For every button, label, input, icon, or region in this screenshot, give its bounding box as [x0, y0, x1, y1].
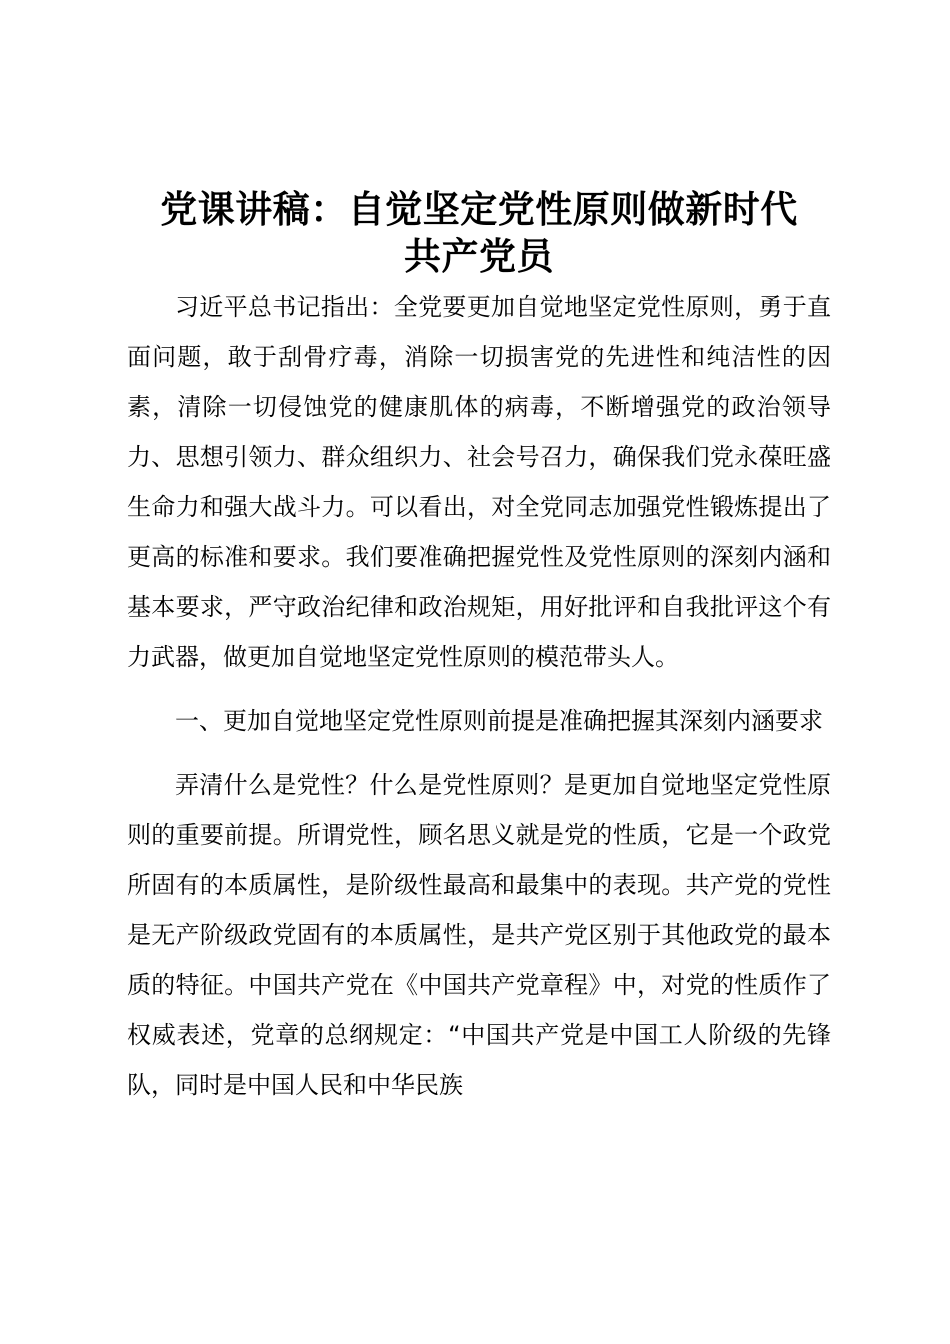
document-title [127, 186, 831, 280]
title-line-2: 共产党员 [404, 235, 554, 278]
title-line-1: 党课讲稿：自觉坚定党性原则做新时代 [160, 188, 798, 231]
document-body [127, 282, 831, 1110]
document-page [127, 186, 831, 1110]
intro-paragraph: 习近平总书记指出：全党要更加自觉地坚定党性原则，勇于直面问题，敢于刮骨疗毒，消除一切损害党的先进性和纯洁性的因素，清除一切侵蚀党的健康肌体的病毒，不断增强党的政治领导力、思想引领力、群众组织力、社会号召力，确保我们党永葆旺盛生命力和强大战斗力。可以看出，对全党同志加强党性锻炼提出了更高的标准和要求。我们要准确把握党性及党性原则的深刻内涵和基本要求，严守政治纪律和政治规矩，用好批评和自我批评这个有力武器，做更加自觉地坚定党性原则的模范带头人。 [127, 293, 831, 671]
section-heading: 一、更加自觉地坚定党性原则前提是准确把握其深刻内涵要求 [175, 707, 823, 735]
body-paragraph: 弄清什么是党性？什么是党性原则？是更加自觉地坚定党性原则的重要前提。所谓党性，顾名思义就是党的性质，它是一个政党所固有的本质属性，是阶级性最高和最集中的表现。共产党的党性是无产阶级政党固有的本质属性，是共产党区别于其他政党的最本质的特征。中国共产党在《中国共产党章程》中，对党的性质作了权威表述，党章的总纲规定：“中国共产党是中国工人阶级的先锋队，同时是中国人民和中华民族 [127, 771, 831, 1099]
